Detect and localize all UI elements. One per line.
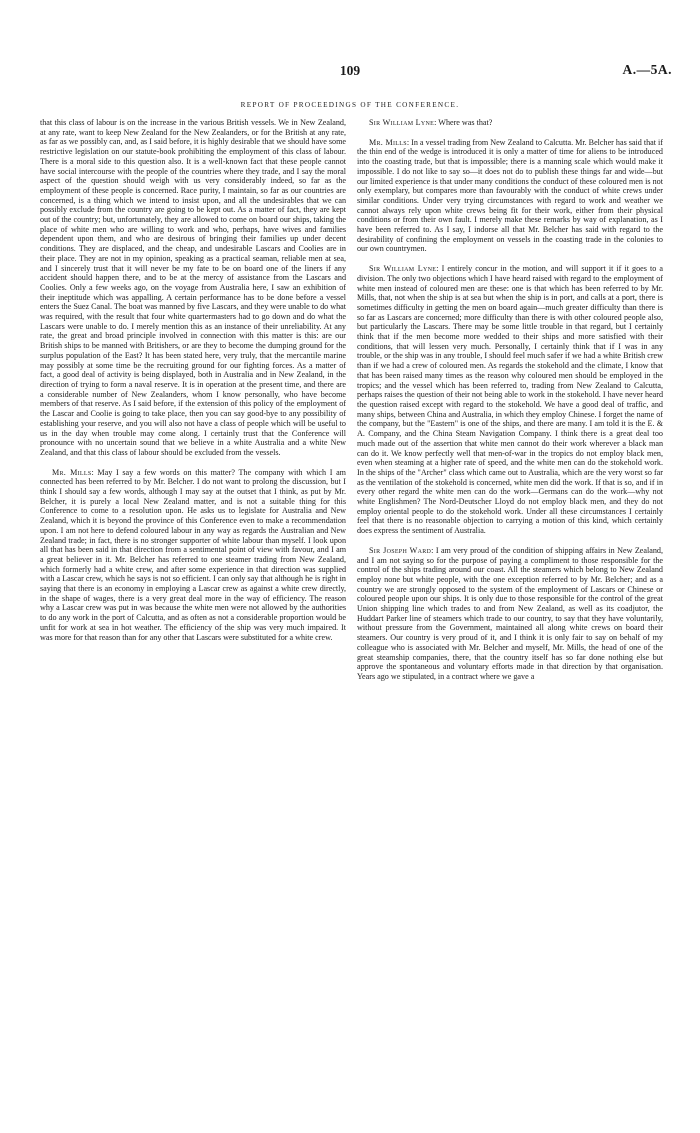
left-column bbox=[40, 118, 346, 644]
speech-text: : May I say a few words on this matter? The company with which I am connected has been referred to by Mr. Belcher. I do not want to prolong the discussion, but I think I should say a few words, although I may say at the outset that I think, as put by Mr. Belcher, it is purely a local New Zealand matter, and is not a suitable thing for this Conference to come to a resolution upon. He asks us to legislate for Australia and New Zealand, which it is beyond the province of this Conference even to make a recommendation upon. I am not here to defend coloured labour in any way as regards the Australian and New Zealand trade; in fact, there is no stronger supporter of white labour than myself. I look upon all that has been said in that direction from a sentimental point of view with favour, and I am a great believer in it. Mr. Belcher has referred to one steamer trading from New Zealand, which formerly had a white crew, and after some experience in that direction was supplied with a Lascar crew, which he says is not so efficient. I can only say that although he is right in saying that there is an economy in employing a Lascar crew as against a white crew directly, in the shape of wages, there is a very great deal more in the way of efficiency. The reason why a Lascar crew was put in was because the white men were not allowed by the authorities to do any work in the port of Calcutta, and as often as not a considerable proportion would be unfit for work at sea in hot weather. The efficiency of the ship was very much impaired. It was more for that reason than for any other that Lascars were substituted for a white crew. bbox=[40, 467, 346, 642]
right-paragraph-ward bbox=[357, 546, 663, 682]
speaker-name: Mr. Mills bbox=[52, 467, 92, 477]
speaker-name: Sir William Lyne bbox=[369, 264, 437, 274]
page-code: A.—5A. bbox=[622, 62, 672, 77]
running-head: REPORT OF PROCEEDINGS OF THE CONFERENCE. bbox=[240, 101, 460, 109]
speaker-name: Sir Joseph Ward bbox=[369, 545, 432, 555]
speech-text: : Where was that? bbox=[434, 118, 493, 127]
right-paragraph-lyne bbox=[357, 264, 663, 536]
right-paragraph-lyne-question bbox=[357, 118, 663, 128]
speaker-name: Sir William Lyne bbox=[369, 118, 435, 127]
left-paragraph-mills bbox=[40, 468, 346, 643]
speech-text: : In a vessel trading from New Zealand to Calcutta. Mr. Belcher has said that if the thin end of the wedge is introduced it is only a matter of time for aliens to be introduced into the coasting trade, but that is impossible; there is a manning scale which would make it impossible. I do not like to say so—it does not do to publish these things far and wide—but our limited experience is that under many conditions the conduct of these coloured men is not only exemplary, but compares more than favourably with the conduct of white crews under similar conditions. Under very trying circumstances with regard to work and weather we cannot always rely upon white crews being fit for their work, either from their physical conditions or from their own fault. I merely make these remarks by way of explanation, as I have been referred to. As I say, I indorse all that Mr. Belcher has said with regard to the desirability of confining the employment on vessels in the coasting trade in the colonies to our own countrymen. bbox=[357, 137, 664, 254]
right-paragraph-mills bbox=[357, 138, 663, 254]
left-paragraph-continued: that this class of labour is on the increase in the various British vessels. We in New Zealand, at any rate, want to keep New Zealand for the New Zealanders, or for the British at any rate, as far as we possibly can, and, as I said before, it is highly desirable that we should have some restrictive legislation on our statute-book prohibiting the employment of this class of labour. There is a moral side to this question also. It is a well-known fact that these people cannot have social intercourse with the people of the countries where they trade, and I say the moral aspect of the question should weigh with us very considerably indeed, so far as the employment of these people is concerned. Race purity, I maintain, so far as our countries are concerned, is a thing which we intend to insist upon, and all the undesirables that we can possibly exclude from the country are going to be kept out. As a matter of fact, they are kept out of the country; but, unfortunately, they are allowed to come on board our ships, taking the place of white men who are willing to work and who, perhaps, have wives and families dependent upon them, and who are desirous of bringing their families up under decent conditions. They are displaced, and the cheap, and undesirable Lascars and Coolies are in their place. They are not in my opinion, speaking as a practical seaman, reliable men at sea, and I sincerely trust that it will never be my fate to be on board one of the liners if any accident should happen there, and to be at the mercy of assistance from the Lascars and Coolies. Only a few weeks ago, on the voyage from Australia here, I saw an exhibition of their ineptitude which was appalling. A certain performance has to be done before a vessel enters the Suez Canal. The boat was manned by five Lascars, and they were unable to do what was required, with the result that four white quartermasters had to go down and do what the Lascars were unable to do. I merely mention this as an instance of their unreliability. At any rate, the great and broad principle involved in connection with this matter is this: are our British ships to be manned with Britishers, or are they to become the dumping ground for the surplus population of the East? It has been stated here, very truly, that the mercantile marine may possibly at some time be the recruiting ground for our fighting forces. As a matter of fact, a good deal of activity is being displayed, both in Australia and in New Zealand, in the direction of trying to form a naval reserve. It is in operation at the present time, and there are a considerable number of New Zealanders, whom I know personally, who have become members of that reserve. As I said before, if the extension of this policy of the employment of the Lascar and Coolie is going to take place, then you can say good-bye to any possibility of establishing your reserve, and you will also not have a class of people which will be useful to us in the day when trouble may come along. I certainly trust that the Conference will pronounce with no uncertain sound that we believe in a white Australia and a white New Zealand, and that this class of labour should be excluded from the vessels. bbox=[40, 118, 346, 457]
right-column bbox=[357, 118, 663, 684]
speaker-name: Mr. Mills bbox=[369, 137, 407, 147]
speech-text: : I entirely concur in the motion, and will support it if it goes to a division. The only two objections which I have heard raised with regard to the employment of white men instead of coloured men are these: one is that which has been referred to by Mr. Mills, that, not when the ship is at sea but when the ship is in port, and calls at a port, there is sometimes difficulty in getting the men on board again—much greater difficulty than there is so far as Lascars are concerned; more difficulty than there is with other coloured people also, but particularly the Lascars. There may be some little trouble in that regard, but I certainly think that if the men become more wedded to their ships and more satisfied with their conditions, that will lessen very much. Personally, I certainly think that if I was in any trouble, or the ship was in any trouble, I should feel much safer if we had a white British crew than if we had a crew of coloured men. As regards the stokehold and the climate, I know that that has been raised many times as the reason why coloured men should be employed in the tropics; and the vessel which has been referred to, trading from New Zealand to Calcutta, perhaps raises the question of their not being able to work in the stokehold. I have never heard the question raised except with regard to the stokehold. We have a good deal of traffic, and many ships, between China and Australia, in which they employ Chinese. I forget the name of the company, but the "Eastern" is one of the ships, and there are many. I am told it is the E. & A. Company, and the China Steam Navigation Company. I think there is a great deal too much made out of the assertion that white men cannot do their work wherever a black man can do it. We know perfectly well that men-of-war in the tropics do not employ black men, even when steaming at a higher rate of speed, and the white men can do the stokehold work. In the ships of the "Archer" class which came out to Australia, which are the very worst so far as the ventilation of the stokehold is concerned, white men did the work. If that is so, and if in every other regard the white men can do the work—Germans can do the work—why not white Englishmen? The Nord-Deutscher Lloyd do not employ black men, and they do not employ oriental people to do the stokehold work. Under all these circumstances I certainly feel that there is no reasonable objection to carrying a motion of this kind, which certainly does express the sentiment of Australia. bbox=[357, 264, 663, 536]
speech-text: : I am very proud of the condition of shipping affairs in New Zealand, and I am not saying so for the purpose of paying a compliment to those responsible for the control of the ships trading around our coast. All the steamers which belong to New Zealand employ none but white people, with the one exception referred to by Mr. Belcher; and as a country we are strongly opposed to the system of the employment of Lascars or Chinese or coloured people upon our ships. It is only due to those responsible for the control of the great Union shipping line which trades to and from New Zealand, as well as its coadjutor, the Huddart Parker line of steamers which trade to our country, to say that they have voluntarily, without pressure from the Government, maintained all along white crews on board their steamers. Our country is very proud of it, and I think it is only fair to say on behalf of my colleague who is associated with Mr. Belcher and myself, Mr. Mills, the head of one of the great steamship companies, there, that the country itself has so far done nothing else but approve the spontaneous and voluntary efforts made in that direction by that organisation. Years ago we stipulated, in a contract where we gave a bbox=[357, 545, 663, 681]
page-number: 109 bbox=[339, 63, 361, 78]
